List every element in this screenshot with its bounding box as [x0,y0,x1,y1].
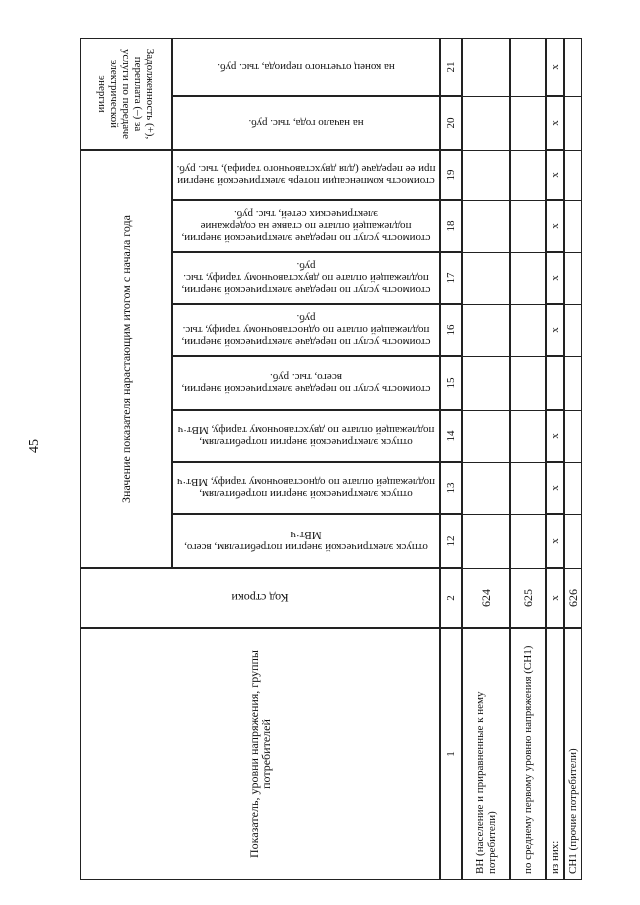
row-iz-nih-label [546,628,564,880]
x-18 [546,200,564,252]
header-debt-group-text: Задолженность (+), переплата (–) за услуги по передаче электрической энергии [96,48,156,140]
num-1-text: 1 [445,751,457,757]
divider [462,514,582,515]
col-header-16-text: стоимость услуг по передаче электрической энергии, подлежащей оплате по одноставочному тарифу, тыс. руб. [181,312,431,348]
x-14-text: x [549,433,561,439]
num-14 [440,410,462,462]
header-cumulative-group [80,150,172,568]
x-12-text: x [549,538,561,544]
row-624-code-text: 624 [479,589,493,607]
divider [462,410,582,411]
divider [462,96,582,97]
row-625-cells [510,38,546,628]
num-19-text: 19 [445,169,457,181]
header-indicator [80,628,440,880]
num-18-text: 18 [445,220,457,232]
x-13 [546,462,564,514]
num-2 [440,568,462,628]
x-13-text: x [549,485,561,491]
num-19 [440,150,462,200]
col-header-16 [172,304,440,356]
col-header-17 [172,252,440,304]
x-20 [546,96,564,150]
page-number: 45 [27,439,42,453]
x-16-text: x [549,327,561,333]
num-14-text: 14 [445,430,457,442]
col-header-19-text: стоимость компенсации потерь электрической энергии при ее передаче (для двухставочного тарифа), тыс. руб. [176,163,436,187]
x-14 [546,410,564,462]
num-13-text: 13 [445,482,457,494]
x-17 [546,252,564,304]
num-15-text: 15 [445,377,457,389]
col-header-13 [172,462,440,514]
x-21 [546,38,564,96]
num-16-text: 16 [445,324,457,336]
row-iz-nih-code-text: x [549,595,561,601]
rotated-table [80,38,582,880]
x-18-text: x [549,223,561,229]
col-header-15-text: стоимость услуг по передаче электрической энергии, всего, тыс. руб. [181,371,431,395]
col-header-13-text: отпуск электрической энергии потребителям, подлежащей оплате по одноставочному тарифу, МВт·ч [176,476,436,500]
col-header-15 [172,356,440,410]
divider [462,462,582,463]
num-16 [440,304,462,356]
divider [462,252,582,253]
num-20-text: 20 [445,117,457,129]
row-624-cells [462,38,510,628]
num-2-text: 2 [445,595,457,601]
row-625-code [510,568,546,628]
header-cumulative-group-text: Значение показателя нарастающим итогом с начала года [119,215,133,503]
num-1 [440,628,462,880]
row-iz-nih-code [546,568,564,628]
col-header-18-text: стоимость услуг по передаче электрической энергии, подлежащей оплате по ставке на содержание электрических сетей, тыс. руб. [181,208,431,244]
num-17 [440,252,462,304]
col-header-19 [172,150,440,200]
col-header-14 [172,410,440,462]
row-626-label [564,628,582,880]
divider [462,150,582,151]
row-625-label [510,628,546,880]
header-code-text: Код строки [231,591,289,605]
col-header-12-text: отпуск электрической энергии потребителям, всего, МВт·ч [184,529,428,553]
num-12 [440,514,462,568]
col-header-21 [172,38,440,96]
x-19 [546,150,564,200]
row-625-label-text: по среднему первому уровню напряжения (СН1) [522,645,534,874]
col-header-20 [172,96,440,150]
divider [462,200,582,201]
num-15 [440,356,462,410]
num-18 [440,200,462,252]
x-21-text: x [549,64,561,70]
num-21 [440,38,462,96]
col-header-12 [172,514,440,568]
row-626-label-text: СН1 (прочие потребители) [567,748,579,874]
row-626-cells [564,38,582,628]
row-626-code [564,568,582,628]
col-header-21-text: на конец отчетного периода, тыс. руб. [217,61,395,73]
header-code [80,568,440,628]
num-17-text: 17 [445,272,457,284]
x-19-text: x [549,172,561,178]
x-20-text: x [549,120,561,126]
num-21-text: 21 [445,61,457,73]
row-624-label [462,628,510,880]
col-header-18 [172,200,440,252]
x-12 [546,514,564,568]
row-624-label-text: ВН (население и приравненные к нему потребители) [474,691,498,874]
divider [462,304,582,305]
x-15-text [547,373,563,393]
header-debt-group [80,38,172,150]
col-header-20-text: на начало года, тыс. руб. [248,117,364,129]
header-indicator-text: Показатель, уровни напряжения, группы потребителей [247,650,273,858]
row-625-code-text: 625 [521,589,535,607]
num-12-text: 12 [445,535,457,547]
col-header-14-text: отпуск электрической энергии потребителям, подлежащей оплате по двухставочному тарифу, МВт·ч [177,424,435,448]
col-header-17-text: стоимость услуг по передаче электрической энергии, подлежащей оплате по двухставочному тарифу, тыс. руб. [181,260,431,296]
row-626-code-text: 626 [566,589,580,607]
divider [462,356,582,357]
row-iz-nih-label-text: из них: [549,840,561,874]
num-13 [440,462,462,514]
x-16 [546,304,564,356]
divider [462,568,582,569]
row-624-code [462,568,510,628]
x-17-text: x [549,275,561,281]
num-20 [440,96,462,150]
x-15 [546,356,564,410]
